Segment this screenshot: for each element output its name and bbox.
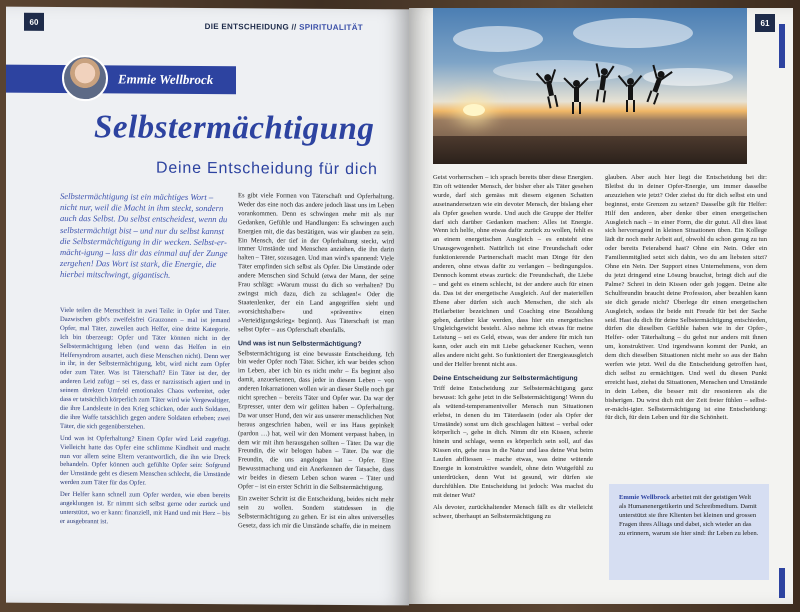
header-section-b: SPIRITUALITÄT [299,22,363,33]
left-column-2 [238,192,394,535]
jumper-silhouette [571,80,581,114]
cloud [573,18,693,48]
section-heading: Deine Entscheidung zur Selbstermächtigung [433,374,578,382]
ground [433,136,747,164]
author-bio-box [609,484,769,580]
sun [463,104,485,116]
paragraph: Es gibt viele Formen von Täterschaft und Opferhaltung. Weder das eine noch das andere jedoch lässt uns im Leben vorankommen. Denn es schwingen mehr mit als nur Gedanken, Gefühle und Handlungen: Es schwingen auch Energien mit, die das bestätigen, was wir glauben zu sein. Ein Mensch, der tief in der Opferhaltung steckt, wird immer Umstände und Menschen anziehen, die ihn darin halten – Täter, sozusagen. Und man wird's spannend: Viele Täter empfinden sich selbst als Opfer. Die Umstände oder andere Menschen sind Schuld (etwa der Mann, der seine Frau schlägt: »Warum musst du dich so verhalten? Du zwingst mich dazu, dich zu schlagen!« Oder die Staatenlenker, der ein Land angegriffen sieht und »vorsichtshalber« und »präventiv« einen »Verteidigungskrieg« beginnt). Aus Täterschaft ist man selbst Opfer – aus Opferschaft ebenfalls. [238,192,394,334]
edge-accent-strip [779,568,785,598]
header-separator: // [289,22,300,32]
cloud [453,26,543,52]
paragraph: Als devoter, zurückhaltender Mensch fällt es dir vielleicht schwer, überhaupt an Selbstermächtigung zu [433,503,593,520]
left-page [6,7,409,606]
section-heading: Und was ist nun Selbstermächtigung? [238,339,362,348]
paragraph: Triff deine Entscheidung zur Selbstermächtigung ganz bewusst: Ich gehe jetzt in die Selbstermächtigung! Wenn du als wütend-temperamentvoller Mensch nun Situationen erlebst, in denen du im Täterdasein (oder als Opfer der Umstände) sonst um dich geschlagen hättest – verbal oder körperlich –, gehe in dich. Nimm dir ein Kissen, schreie hinein und schlage, wenn es körperlich sein soll, auf das Kissen ein, gehe raus in die Natur und lass deine Wut beim Laufen abfliessen – mache etwas, was deine wütende Energie in konstruktive wandelt, ohne dein Wutgefühl zu unterdrücken, denn Wut ist gesund, wir dürfen sie durchfühlen. Die Entscheidung ist jedoch: Was machst du mit deiner Wut? [433,384,593,499]
article-title: Selbstermächtigung [94,109,375,148]
page-number-right: 61 [755,14,775,32]
article-subtitle: Deine Entscheidung für dich [156,159,378,179]
right-column-2 [605,174,767,426]
bio-author-name: Emmie Wellbrock [619,494,670,501]
edge-accent-strip [779,24,785,68]
paragraph: Ein zweiter Schritt ist die Entscheidung, beides nicht mehr sein zu wollen. Sondern stattdessen in die Selbstermächtigung zu gehen. Er ist ein altes universelles Gesetz, dass ich mir die Umstände schaffe, die in meinem [238,495,394,530]
page-number-left: 60 [24,13,44,31]
section-header [205,22,363,32]
left-column-1 [60,307,230,531]
jumping-people-photo [433,8,747,164]
paragraph: Viele teilen die Menschheit in zwei Teile: in Opfer und Täter. Dazwischen gibt's zweifelsfrei Grauzonen – mal ist jemand Opfer, mal Täter, zuweilen auch Helfer, eine dritte Kategorie. Ich bin überzeugt: Opfer und Täter können nicht in der Selbstermächtigung leben (und wenn das Helfen in ein Helfersyndrom ausartet, auch diese Menschen nicht). Denn wer in ihr, in der Selbstermächtigung, lebt, wird nicht zum Opfer oder zum Täter. Was ist Täterschaft? Ein Täter ist der, der anderen Leid zufügt – sei es, dass er narzisstisch agiert und in seinem direkten Umfeld emotionales Chaos verbreitet, oder dass er tatsächlich körperlich zum Täter wird wie Vergewaltiger, die ihre Landsleute in den Krieg schicken, oder auch Soldaten, die ihre Waffe tatsächlich gegen andere Soldaten erheben; zwei Täter, die sich gegenüberstehen. [60,306,230,431]
bio-text: arbeitet mit der geistigen Welt als Humanenergetikerin und Schreibmedium. Damit unterstützt sie ihre Klienten bei kleinen und grossen Fragen ihres Alltags und dabei, sich wieder an das zu erinnern, warum sie hier sind: ihr Leben zu leben. [619,494,759,537]
jumper-silhouette [595,67,610,102]
jumper-silhouette [625,78,635,112]
paragraph: Geist vorherrschen – ich sprach bereits über diese Energien. Ein oft wütender Mensch, der bisher eher als Täter gesehen wurde, darf sich gemäss mit diesem eigenen Schatten auseinandersetzen wie ein devoter Mensch, der bislang eher als Opfer gesehen wurde. Und auch die Gruppe der Helfer darf sich darüber Gedanken machen: Alles ist Energie. Wenn ich helfe, ohne etwas dafür zurück zu wollen, fehlt es an einem energetischen Ausgleich – es entsteht eine Unausgewogenheit. Natürlich ist eine Freundschaft oder funktionierende Partnerschaft macht man Dinge für den anderen, ohne etwas dafür zu verlangen – bedingungslos. Dennoch kommt etwas zurück: die Freundschaft, die Liebe – und geht es einem schlecht, ist der andere auch für einen da. Das ist der energetische Ausgleich. Auf der materiellen Ebene aber dürfen sich auch Menschen, die sich als Heilarbeiter bezeichnen und Coaching eine Bezahlung geben, darüber klar werden, dass hier ein energetisches Ungleichgewicht besteht. Also nehme ich etwas für meine Leistung – sei es Geld, etwas, was der andere für mich tun kann, oder auch ein mit Liebe gebackener Kuchen, wenn alles andere nicht geht. So funktioniert der Energieausgleich und der Helfer brennt nicht aus. [433,174,593,369]
author-avatar [62,55,108,101]
paragraph: Und was ist Opferhaltung? Einem Opfer wird Leid zugefügt. Vielleicht hatte das Opfer eine schlimme Kindheit und macht nun vor allem seine Eltern verantwortlich, die ihn wie Dreck behandeln. Opfer können auch gefühlte Opfer sein: Sofgrund der Umstände geht es diesem Menschen schlecht, die Umstände werden zum Täter für das Opfer. [60,434,230,487]
article-lead: Selbstermächtigung ist ein mächtiges Wort – nicht nur, weil die Macht in ihm steckt, sondern auch das Selbst. Du selbst entscheidest, wenn du selbstermächtigt bist – und nur du selbst kannst die Selbstermächtigung in dir wecken. Selbst-er-mächt-igung – lass dir das einmal auf der Zunge zergehen! Das Wort ist stark, die Energie, die hierbei mitschwingt, gigantisch. [60,190,228,281]
paragraph: glauben. Aber auch hier liegt die Entscheidung bei dir: Bleibst du in deiner Opfer-Energie, um immer dasselbe anzuziehen wie jetzt? Oder ziehst du für dich selbst ein und beginnst, erste Grenzen zu setzen? Dasselbe gilt für Helfer: Hilf den anderen, aber denke über einen energetischen Ausgleich nach – in einer Form, die dir gutut. All dies lässt sich hervorragend in kleinen Situationen üben. Ein Kollege lädt dir noch mehr Arbeit auf, obwohl du schon genug zu tun oder bereits Feierabend hast? Ohne ein Nein. Oder ein Familienmitglied setzt sich dahin, wo du am liebsten sitzt? Ohne ein Nein. Der Support eines Unternehmens, von dem du jetzt dringend eine Lösung brauchst, bringt dich auf die Palme? Schrei in dein Kissen oder geh joggen. Deine alte Schulfreundin braucht deine Profession, aber bezahlen kann sie dich gerade nicht? Überlege dir einen energetischen Ausgleich, sodass ihr beide mit Freude für bei der Sache seid. Hast du dich für deine Selbstermächtigung entschieden, dürfen die dieselben Gefühle haben wie in der Opfer-, Helfer- oder Täterhaltung – du gehst nur anders mit ihnen um, konstruktiver. Und irgendwann kommt der Punkt, an dem dich dieselben Situationen nicht mehr so aus der Bahn werfen wie jetzt. Weil du die Entscheidung getroffen hast, dich selbst zu ermächtigen. Und weil du diesen Punkt erreicht hast, ziehst du Situationen, Menschen und Umstände in dein Leben, die besser mit dir resonieren als die bisherigen. Du wirst dich mit der Zeit freier fühlen – selbst-er-mächt-igter. Selbstermächtigung ist eine Entscheidung: für dich, für dein Leben und für die Schönheit. [605,174,767,422]
header-section-a: DIE ENTSCHEIDUNG [204,21,289,32]
paragraph: Selbstermächtigung ist eine bewusste Entscheidung. Ich bin weder Opfer noch Täter. Sicher, ich war beides schon im Leben, aber ich bin es nicht mehr – Es beginnt also damit, anzuerkennen, dass jeder in diesem Leben – von anderen Inkarnationen wollen wir an dieser Stelle noch gar nicht sprechen – bereits Täter und Opfer war. Da war der Erpresser, unter dem wir gelitten haben – Opferhaltung. Da war unser Hund, den wir aus unserer menschlichen Not heraus angeschrien haben, weil er ins Haus gepinkelt (pardon …) hat, weil wir den Moment verpasst haben, in dem wir mit ihm herausgehen sollten – Täter. Da war die Freundin, die wir belogen haben – Täter. Da war die Freundin, die uns angelogen hat – Opfer. Eine Bewusstmachung und ein Anerkennen der Tatsache, dass wir beides in diesem Leben schon waren – Täter und Opfer – ist ein erster Schritt in die Selbstermächtigung. [238,349,394,492]
right-page [409,8,793,604]
right-column-1 [433,174,593,525]
author-name: Emmie Wellbrock [118,71,214,88]
paragraph: Der Helfer kann schnell zum Opfer werden, wie eben bereits angeklungen ist. Er nimmt sich selbst gerne oder zurück und unterstützt, wo er kann: finanziell, mit Hand und mit Herz – bis er ausgebrannt ist. [60,491,230,526]
